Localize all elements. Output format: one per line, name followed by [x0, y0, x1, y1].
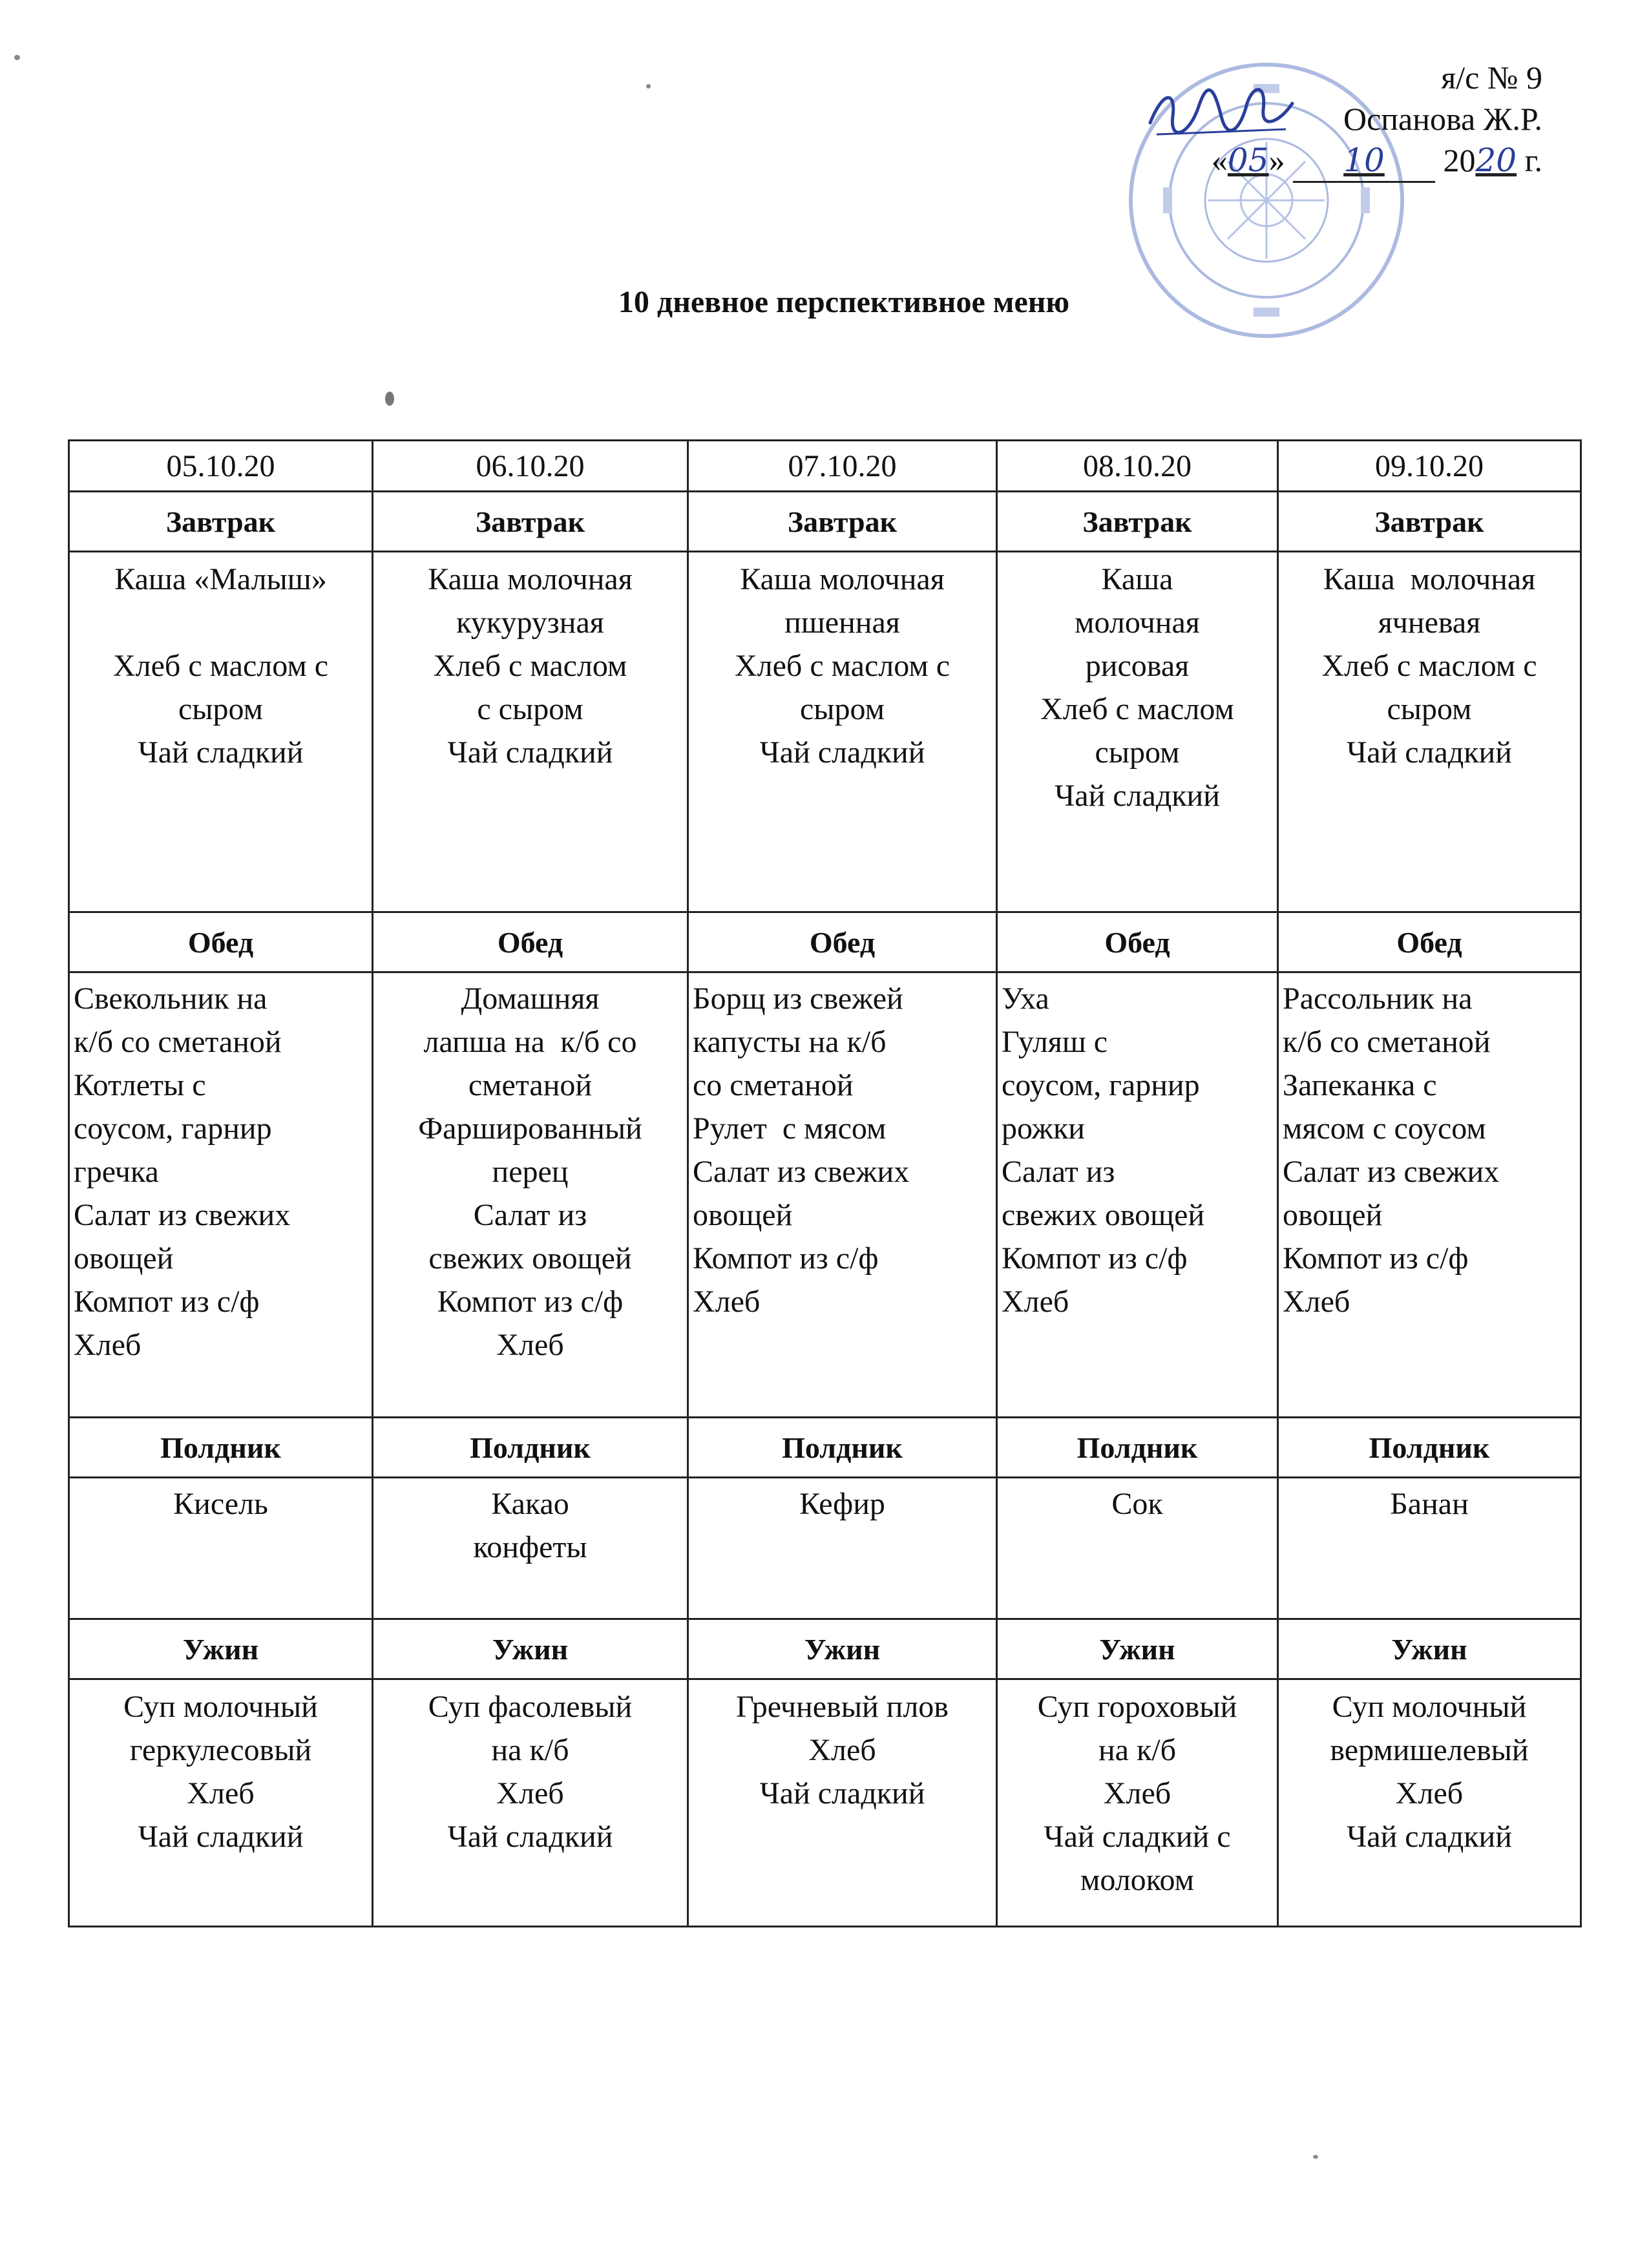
- menu-item: на к/б: [491, 1733, 569, 1767]
- menu-item: Рассольник на: [1283, 982, 1473, 1016]
- menu-item: Чай сладкий: [138, 735, 304, 770]
- menu-item: молоком: [1080, 1863, 1195, 1897]
- menu-item: Каша молочная: [740, 562, 945, 596]
- menu-item: Каша молочная: [428, 562, 633, 596]
- menu-item: овощей: [1283, 1198, 1383, 1232]
- menu-item: Каша молочная: [1323, 562, 1536, 596]
- menu-item: свежих овощей: [428, 1241, 632, 1276]
- menu-item: Салат из: [473, 1198, 587, 1232]
- menu-item: Какао: [491, 1487, 569, 1521]
- menu-item: молочная: [1075, 605, 1200, 640]
- meal-label-snack: Полдник: [1278, 1418, 1581, 1478]
- menu-item: Хлеб с маслом с: [1321, 649, 1537, 683]
- menu-item: Чай сладкий с: [1044, 1820, 1231, 1854]
- menu-item: гречка: [74, 1155, 159, 1189]
- snack-label-row: [69, 1418, 1581, 1478]
- scan-speck: [14, 55, 20, 60]
- menu-item: Борщ из свежей: [693, 982, 903, 1016]
- document-title: 10 дневное перспективное меню: [618, 285, 1070, 319]
- menu-item: Чай сладкий: [759, 1776, 925, 1811]
- menu-item: Чай сладкий: [759, 735, 925, 770]
- meal-label-snack: Полдник: [373, 1418, 688, 1478]
- menu-item: со сметаной: [693, 1068, 854, 1102]
- menu-item: Хлеб с маслом: [433, 649, 627, 683]
- meal-label-breakfast: Завтрак: [688, 492, 997, 552]
- menu-item: на к/б: [1098, 1733, 1177, 1767]
- date-cell: 06.10.20: [373, 441, 688, 492]
- scan-speck: [385, 392, 394, 406]
- lunch-cell: [373, 972, 688, 1418]
- meal-label-lunch: Обед: [1278, 912, 1581, 972]
- date-suffix: г.: [1524, 142, 1542, 178]
- menu-item: Гуляш с: [1002, 1025, 1108, 1059]
- meal-label-snack: Полдник: [688, 1418, 997, 1478]
- meal-label-lunch: Обед: [373, 912, 688, 972]
- menu-item: Суп молочный: [1332, 1690, 1527, 1724]
- menu-item: сыром: [1095, 735, 1180, 770]
- menu-item: Хлеб: [693, 1285, 761, 1319]
- meal-label-dinner: Ужин: [1278, 1619, 1581, 1679]
- snack-cell: [997, 1478, 1278, 1619]
- menu-item: рожки: [1002, 1111, 1085, 1146]
- scan-speck: [1313, 2155, 1318, 2159]
- menu-item: вермишелевый: [1330, 1733, 1529, 1767]
- meal-label-breakfast: Завтрак: [1278, 492, 1581, 552]
- menu-item: Чай сладкий: [447, 1820, 613, 1854]
- menu-item: пшенная: [784, 605, 900, 640]
- menu-item: Сок: [1111, 1487, 1163, 1521]
- menu-item: Каша «Малыш»: [114, 562, 327, 596]
- menu-item: мясом с соусом: [1283, 1111, 1486, 1146]
- menu-item: сметаной: [468, 1068, 593, 1102]
- dinner-cell: [997, 1679, 1278, 1927]
- menu-item: Кисель: [173, 1487, 268, 1521]
- menu-item: Салат из свежих: [1283, 1155, 1500, 1189]
- menu-item: овощей: [693, 1198, 793, 1232]
- menu-item: ячневая: [1378, 605, 1481, 640]
- menu-item: Хлеб: [496, 1328, 564, 1362]
- date-cell: 07.10.20: [688, 441, 997, 492]
- lunch-row: [69, 972, 1581, 1418]
- menu-item: Чай сладкий: [1055, 779, 1220, 813]
- date-day: 05: [1227, 142, 1269, 179]
- meal-label-dinner: Ужин: [69, 1619, 373, 1679]
- lunch-label-row: [69, 912, 1581, 972]
- menu-item: соусом, гарнир: [1002, 1068, 1200, 1102]
- breakfast-row: [69, 552, 1581, 912]
- breakfast-label-row: [69, 492, 1581, 552]
- menu-item: овощей: [74, 1241, 174, 1276]
- menu-item: Хлеб: [496, 1776, 564, 1811]
- menu-item: Кефир: [799, 1487, 885, 1521]
- snack-cell: [373, 1478, 688, 1619]
- menu-item: конфеты: [473, 1530, 587, 1564]
- scan-speck: [646, 84, 651, 89]
- menu-item: Гречневый плов: [736, 1690, 949, 1724]
- dinner-row: [69, 1679, 1581, 1927]
- dinner-label-row: [69, 1619, 1581, 1679]
- menu-item: Домашняя: [461, 982, 600, 1016]
- menu-item: Чай сладкий: [138, 1820, 304, 1854]
- date-cell: 08.10.20: [997, 441, 1278, 492]
- lunch-cell: [997, 972, 1278, 1418]
- menu-item: Компот из с/ф: [693, 1241, 879, 1276]
- date-year-prefix: 20: [1443, 142, 1476, 178]
- menu-item: [74, 601, 368, 644]
- kindergarten-number: я/с № 9: [1441, 59, 1542, 96]
- menu-item: сыром: [799, 692, 885, 726]
- menu-item: рисовая: [1085, 649, 1190, 683]
- menu-item: Уха: [1002, 982, 1049, 1016]
- menu-item: Суп молочный: [123, 1690, 318, 1724]
- menu-item: Суп фасолевый: [428, 1690, 633, 1724]
- breakfast-cell: [1278, 552, 1581, 912]
- menu-item: Компот из с/ф: [74, 1285, 260, 1319]
- menu-item: Хлеб: [74, 1328, 142, 1362]
- meal-label-lunch: Обед: [997, 912, 1278, 972]
- menu-item: Компот из с/ф: [437, 1285, 624, 1319]
- snack-cell: [688, 1478, 997, 1619]
- date-cell: 09.10.20: [1278, 441, 1581, 492]
- menu-item: Хлеб: [1002, 1285, 1069, 1319]
- meal-label-dinner: Ужин: [373, 1619, 688, 1679]
- menu-item: геркулесовый: [129, 1733, 312, 1767]
- menu-item: Хлеб: [1103, 1776, 1171, 1811]
- meal-label-dinner: Ужин: [688, 1619, 997, 1679]
- menu-item: Хлеб: [187, 1776, 255, 1811]
- menu-item: лапша на к/б со: [423, 1025, 637, 1059]
- menu-item: к/б со сметаной: [74, 1025, 282, 1059]
- dinner-cell: [373, 1679, 688, 1927]
- menu-item: капусты на к/б: [693, 1025, 887, 1059]
- meal-label-breakfast: Завтрак: [373, 492, 688, 552]
- breakfast-cell: [373, 552, 688, 912]
- menu-item: Хлеб с маслом с: [112, 649, 329, 683]
- snack-row: [69, 1478, 1581, 1619]
- meal-label-snack: Полдник: [997, 1418, 1278, 1478]
- menu-item: Фаршированный: [418, 1111, 642, 1146]
- menu-item: Запеканка с: [1283, 1068, 1437, 1102]
- meal-label-breakfast: Завтрак: [997, 492, 1278, 552]
- menu-item: свежих овощей: [1002, 1198, 1205, 1232]
- menu-item: перец: [492, 1155, 569, 1189]
- lunch-cell: [1278, 972, 1581, 1418]
- menu-item: Хлеб: [808, 1733, 876, 1767]
- menu-item: Салат из свежих: [693, 1155, 910, 1189]
- snack-cell: [69, 1478, 373, 1619]
- menu-item: Суп гороховый: [1037, 1690, 1237, 1724]
- menu-item: сыром: [1387, 692, 1472, 726]
- menu-table: [68, 439, 1582, 1927]
- lunch-cell: [69, 972, 373, 1418]
- menu-item: Котлеты с: [74, 1068, 206, 1102]
- menu-item: Чай сладкий: [1347, 735, 1512, 770]
- meal-label-breakfast: Завтрак: [69, 492, 373, 552]
- breakfast-cell: [688, 552, 997, 912]
- menu-item: Хлеб: [1395, 1776, 1464, 1811]
- date-cell: 05.10.20: [69, 441, 373, 492]
- dinner-cell: [69, 1679, 373, 1927]
- menu-item: кукурузная: [456, 605, 604, 640]
- menu-item: Компот из с/ф: [1002, 1241, 1188, 1276]
- date-header-row: [69, 441, 1581, 492]
- meal-label-lunch: Обед: [688, 912, 997, 972]
- menu-item: сыром: [178, 692, 263, 726]
- menu-item: Свекольник на: [74, 982, 268, 1016]
- menu-item: с сыром: [477, 692, 583, 726]
- breakfast-cell: [997, 552, 1278, 912]
- menu-item: Банан: [1390, 1487, 1469, 1521]
- meal-label-lunch: Обед: [69, 912, 373, 972]
- meal-label-snack: Полдник: [69, 1418, 373, 1478]
- date-year-suffix: 20: [1475, 142, 1517, 179]
- signature: [1144, 78, 1299, 149]
- breakfast-cell: [69, 552, 373, 912]
- dinner-cell: [1278, 1679, 1581, 1927]
- approval-date: «05» 10 2020 г.: [1212, 140, 1542, 183]
- dinner-cell: [688, 1679, 997, 1927]
- menu-item: Каша: [1101, 562, 1173, 596]
- date-month: 10: [1293, 140, 1435, 183]
- meal-label-dinner: Ужин: [997, 1619, 1278, 1679]
- menu-item: Хлеб с маслом: [1040, 692, 1234, 726]
- menu-item: Салат из: [1002, 1155, 1115, 1189]
- menu-item: Чай сладкий: [447, 735, 613, 770]
- menu-item: соусом, гарнир: [74, 1111, 272, 1146]
- menu-item: Компот из с/ф: [1283, 1241, 1469, 1276]
- menu-item: Хлеб: [1283, 1285, 1350, 1319]
- menu-item: Салат из свежих: [74, 1198, 291, 1232]
- menu-item: Хлеб с маслом с: [734, 649, 951, 683]
- snack-cell: [1278, 1478, 1581, 1619]
- menu-item: Чай сладкий: [1347, 1820, 1512, 1854]
- lunch-cell: [688, 972, 997, 1418]
- menu-item: Рулет с мясом: [693, 1111, 887, 1146]
- menu-item: к/б со сметаной: [1283, 1025, 1491, 1059]
- head-name-text: Оспанова Ж.Р.: [1343, 101, 1542, 137]
